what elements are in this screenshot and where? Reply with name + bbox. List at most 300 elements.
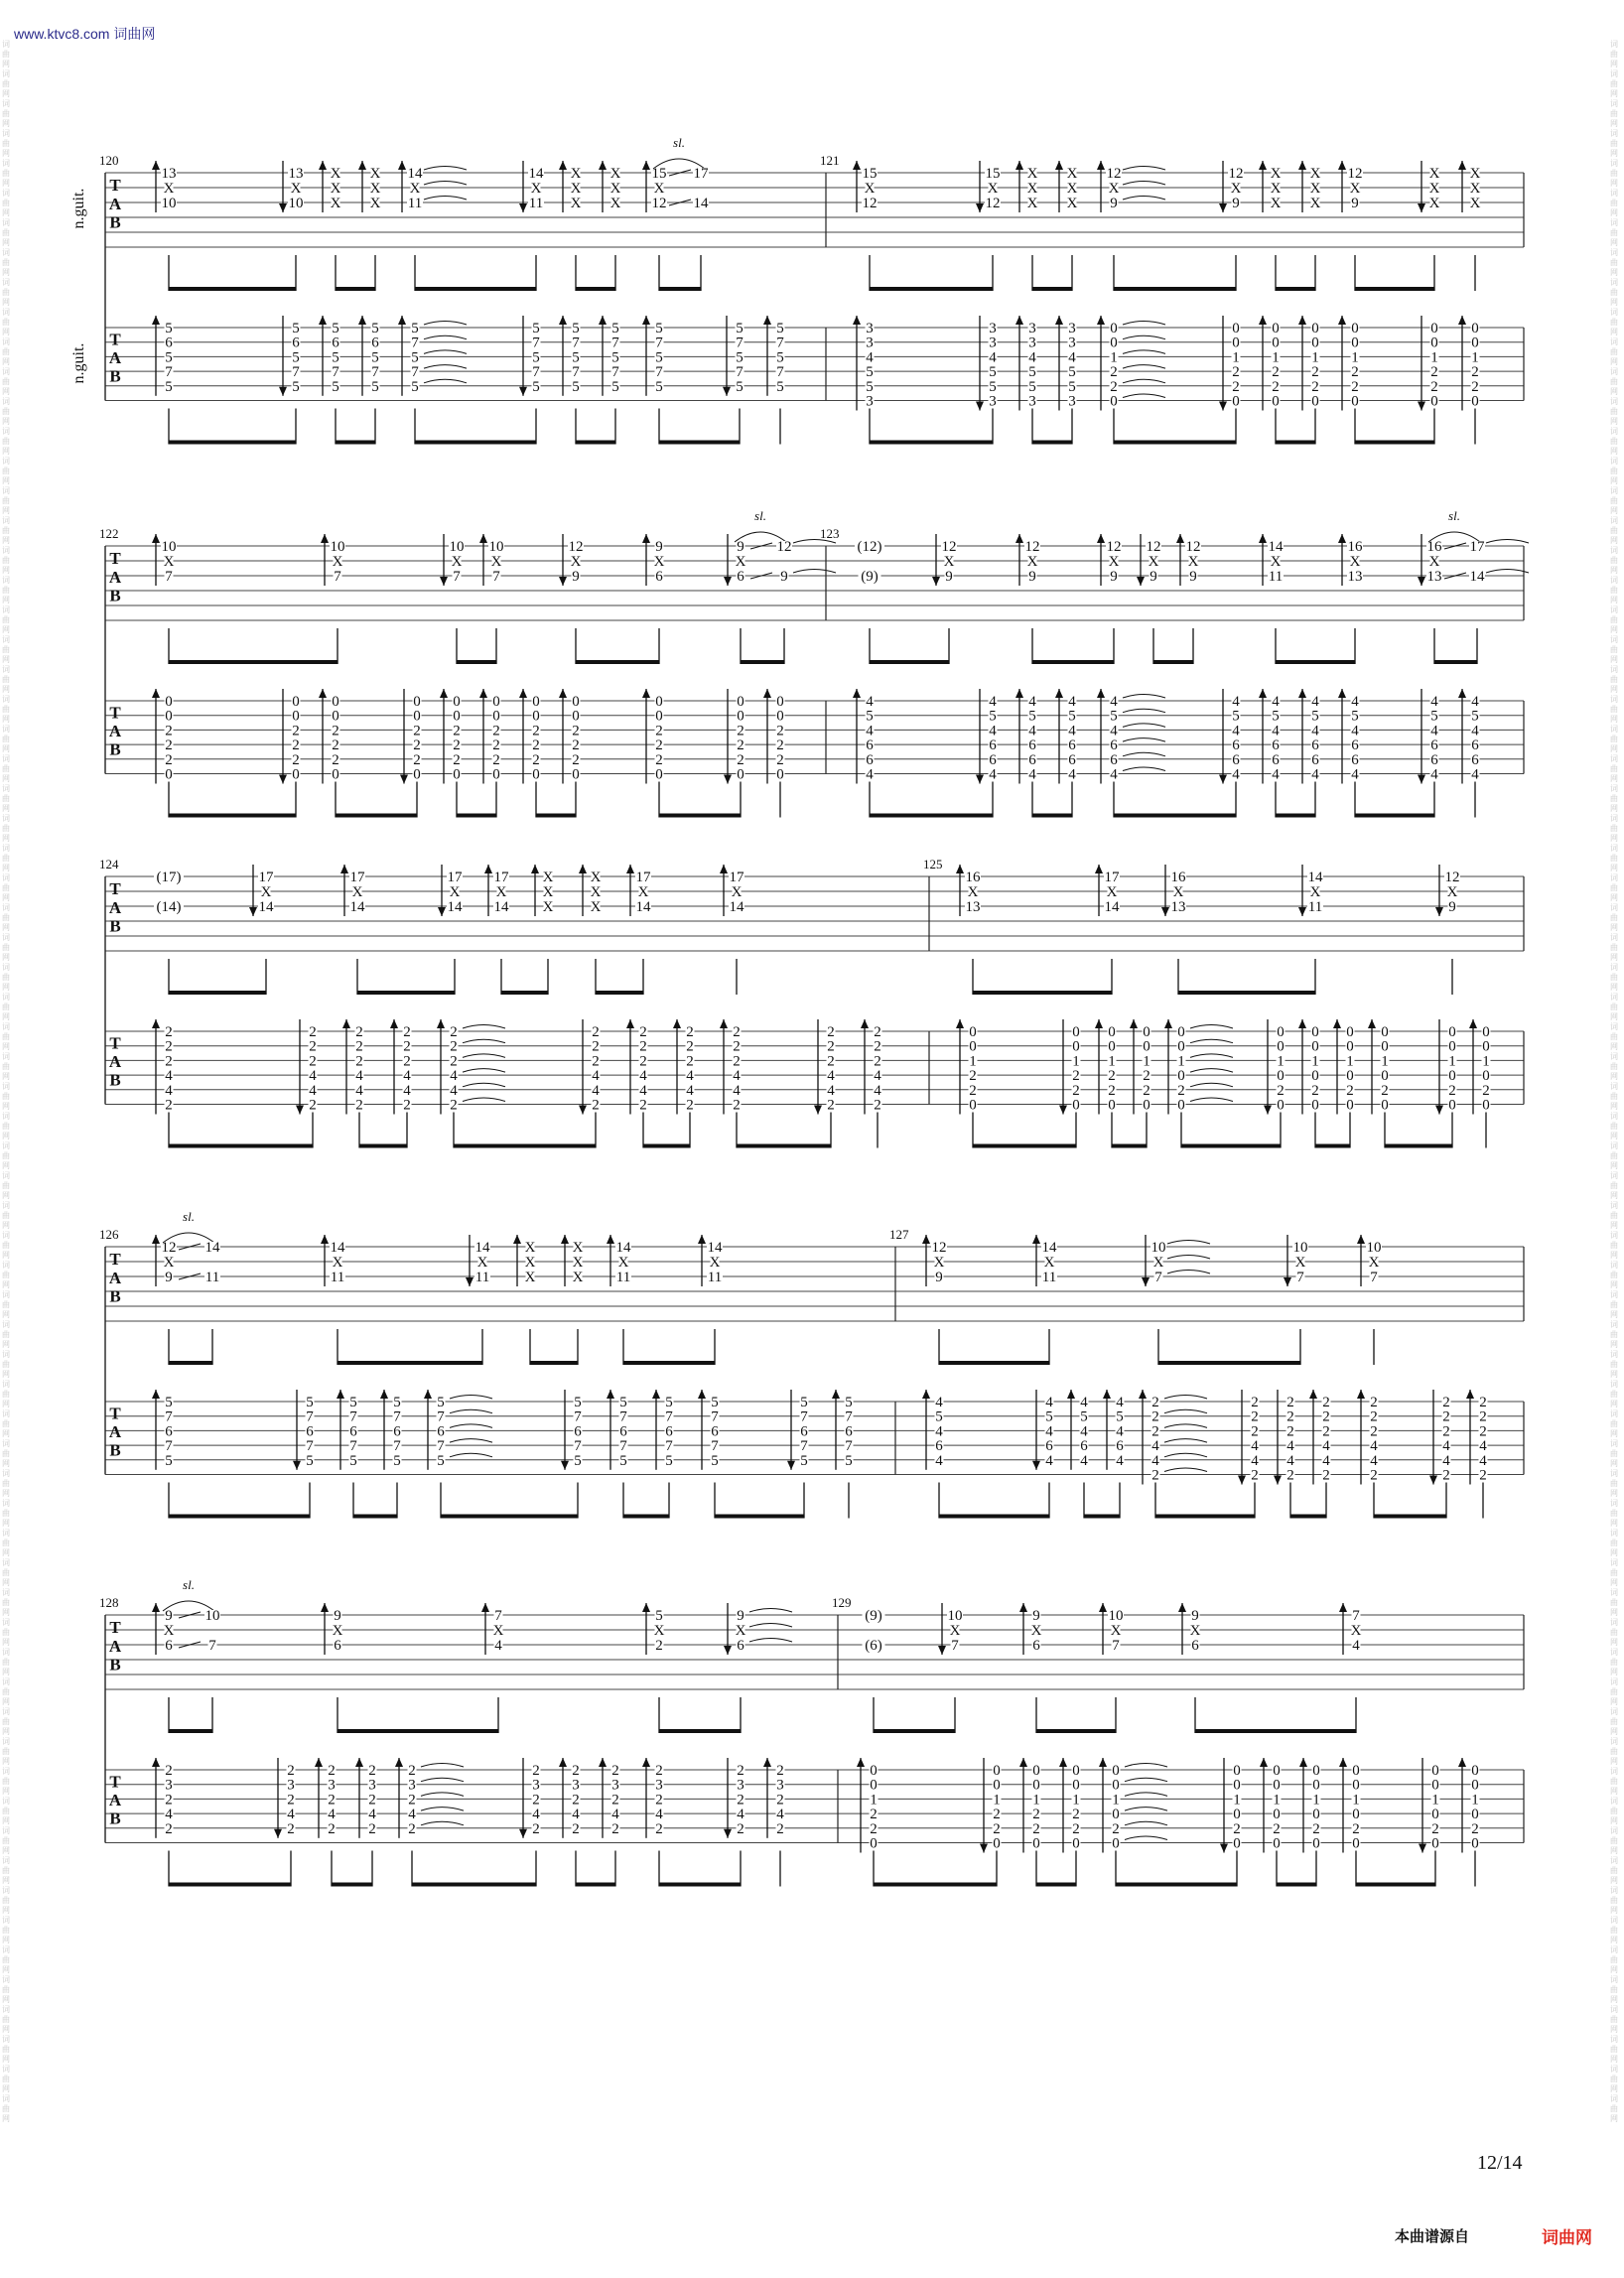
fret-number: 0: [969, 1038, 977, 1055]
strum-up-arrow: [1259, 161, 1267, 170]
fret-number: 7: [572, 364, 580, 381]
tie-arc: [424, 182, 467, 186]
fret-number: 2: [776, 1820, 784, 1837]
fret-number: 0: [1277, 1097, 1285, 1114]
strum-up-arrow: [152, 1235, 160, 1244]
rhythm-beam: [1356, 1883, 1435, 1887]
footer-logo[interactable]: 词曲网: [1542, 2228, 1592, 2248]
fret-number: 2: [1312, 1820, 1320, 1837]
fret-number: 7: [574, 1408, 582, 1425]
strum-up-arrow: [440, 689, 448, 698]
fret-number: (12): [857, 539, 882, 555]
fret-number: 2: [1110, 364, 1118, 381]
fret-number: 0: [1108, 1097, 1116, 1114]
fret-number: 4: [1028, 766, 1036, 783]
fret-number: 2: [827, 1097, 835, 1114]
muted-string-mark: X: [1148, 554, 1159, 570]
fret-number: 6: [1311, 751, 1319, 768]
fret-number: 10: [488, 539, 504, 555]
muted-string-mark: X: [735, 1623, 746, 1639]
strum-down-arrow: [1418, 775, 1425, 784]
fret-number: 2: [1232, 364, 1240, 381]
fret-number: 2: [309, 1053, 317, 1070]
fret-number: 0: [1143, 1024, 1150, 1040]
strum-up-arrow: [1015, 161, 1023, 170]
rhythm-beam: [1114, 441, 1236, 445]
strum-up-arrow: [559, 1758, 567, 1767]
tab-clef-letter: T: [109, 1618, 121, 1637]
fret-number: 4: [165, 1068, 173, 1085]
strum-up-arrow: [1097, 316, 1105, 325]
strum-up-arrow: [1298, 689, 1306, 698]
fret-number: 7: [611, 364, 619, 381]
fret-number: 2: [287, 1792, 295, 1809]
fret-number: 7: [208, 1638, 216, 1654]
fret-number: 2: [1311, 378, 1319, 395]
fret-number: 4: [639, 1068, 647, 1085]
fret-number: 0: [1351, 393, 1359, 410]
fret-number: 2: [1072, 1068, 1080, 1085]
strum-up-arrow: [561, 1235, 569, 1244]
rhythm-beam: [169, 1729, 212, 1733]
tie-arc: [424, 379, 467, 383]
muted-string-mark: X: [332, 554, 343, 570]
strum-down-arrow: [274, 1829, 282, 1838]
tab-clef-letter: T: [109, 549, 121, 568]
tie-arc: [463, 1054, 505, 1058]
muted-string-mark: X: [653, 181, 665, 197]
fret-number: 0: [1351, 335, 1359, 351]
fret-number: 5: [1068, 364, 1076, 381]
fret-number: 0: [969, 1097, 977, 1114]
fret-number: 0: [776, 766, 784, 783]
strum-up-arrow: [1357, 1390, 1365, 1399]
fret-number: 4: [1116, 1395, 1124, 1410]
fret-number: 0: [572, 694, 580, 710]
strum-up-arrow: [853, 161, 861, 170]
strum-down-arrow: [400, 775, 408, 784]
measure-number: 126: [99, 1227, 119, 1242]
fret-number: 4: [1232, 723, 1240, 739]
fret-number: 2: [611, 1763, 619, 1779]
fret-number: 0: [1471, 1835, 1479, 1852]
fret-number: 4: [1116, 1423, 1124, 1440]
fret-number: 3: [532, 1777, 540, 1794]
fret-number: 2: [1442, 1395, 1450, 1410]
fret-number: 6: [1032, 1638, 1040, 1654]
fret-number: 0: [492, 708, 500, 725]
fret-number: 11: [707, 1270, 723, 1285]
rhythm-beam: [973, 991, 1112, 995]
tie-arc: [450, 1396, 492, 1400]
strum-down-arrow: [466, 1277, 474, 1286]
fret-number: 4: [1370, 1452, 1378, 1469]
muted-string-mark: X: [1309, 166, 1321, 182]
rhythm-beam: [1277, 1883, 1316, 1887]
fret-number: 12: [1146, 539, 1161, 555]
fret-number: 2: [287, 1763, 295, 1779]
strum-down-arrow: [976, 402, 984, 411]
muted-string-mark: X: [476, 1255, 488, 1271]
strum-up-arrow: [398, 316, 406, 325]
muted-string-mark: X: [1446, 884, 1458, 900]
fret-number: 2: [165, 723, 173, 739]
fret-number: 16: [1347, 539, 1363, 555]
fret-number: 2: [1448, 1082, 1456, 1099]
fret-number: 2: [1072, 1082, 1080, 1099]
fret-number: 4: [355, 1082, 363, 1099]
fret-number: 0: [1430, 321, 1438, 336]
fret-number: 4: [165, 1807, 173, 1823]
rhythm-beam: [1355, 287, 1434, 291]
fret-number: 0: [1471, 1807, 1479, 1823]
strum-down-arrow: [440, 577, 448, 586]
fret-number: 5: [655, 349, 663, 366]
fret-number: 7: [349, 1408, 357, 1425]
tie-arc: [1125, 1793, 1167, 1797]
fret-number: 3: [1028, 335, 1036, 351]
fret-number: 2: [870, 1820, 878, 1837]
strum-up-arrow: [152, 534, 160, 543]
fret-number: 4: [1232, 694, 1240, 710]
fret-number: 2: [874, 1053, 881, 1070]
fret-number: 5: [332, 321, 339, 336]
tie-arc: [450, 1439, 492, 1443]
fret-number: 6: [619, 1423, 627, 1440]
fret-number: 0: [492, 694, 500, 710]
fret-number: 1: [1110, 349, 1118, 366]
fret-number: 2: [733, 1053, 741, 1070]
fret-number: 4: [989, 766, 997, 783]
strum-up-arrow: [1178, 1603, 1186, 1612]
fret-number: 0: [1177, 1024, 1185, 1040]
fret-number: 0: [1143, 1097, 1150, 1114]
rhythm-beam: [1032, 660, 1114, 664]
fret-number: 0: [1471, 335, 1479, 351]
fret-number: 0: [1431, 1777, 1439, 1794]
fret-number: 7: [1154, 1270, 1162, 1285]
fret-number: 0: [1482, 1068, 1490, 1085]
fret-number: 2: [655, 1792, 663, 1809]
fret-number: 4: [1442, 1438, 1450, 1455]
muted-string-mark: X: [1270, 181, 1282, 197]
muted-string-mark: X: [542, 884, 554, 900]
muted-string-mark: X: [330, 166, 341, 182]
rhythm-beam: [1276, 814, 1315, 818]
rhythm-beam: [576, 1883, 615, 1887]
fret-number: 0: [1277, 1068, 1285, 1085]
slide-label: sl.: [1448, 508, 1460, 523]
fret-number: 0: [492, 766, 500, 783]
fret-number: 4: [1045, 1423, 1053, 1440]
fret-number: 14: [1469, 569, 1485, 585]
fret-number: 5: [1110, 708, 1118, 725]
fret-number: 0: [165, 694, 173, 710]
tie-arc: [1190, 1025, 1233, 1029]
strum-up-arrow: [1259, 689, 1267, 698]
rhythm-beam: [623, 1515, 669, 1519]
strum-up-arrow: [642, 1758, 650, 1767]
tab-clef-letter: B: [109, 586, 121, 605]
strum-up-arrow: [1299, 1758, 1307, 1767]
muted-string-mark: X: [351, 884, 363, 900]
tie-arc: [463, 1098, 505, 1102]
rhythm-beam: [659, 287, 701, 291]
fret-number: 13: [1426, 569, 1442, 585]
strum-up-arrow: [1458, 316, 1466, 325]
fret-number: 9: [780, 569, 788, 585]
fret-number: 5: [332, 378, 339, 395]
tie-arc: [424, 365, 467, 369]
fret-number: 10: [161, 196, 177, 211]
tie-arc: [421, 1821, 464, 1825]
page-number: 12/14: [1477, 2152, 1523, 2174]
muted-string-mark: X: [1428, 196, 1440, 211]
fret-number: 0: [1311, 1068, 1319, 1085]
strum-up-arrow: [1097, 161, 1105, 170]
fret-number: 0: [1272, 321, 1280, 336]
strum-down-arrow: [1298, 907, 1306, 916]
strum-up-arrow: [479, 534, 487, 543]
fret-number: 2: [686, 1038, 694, 1055]
muted-string-mark: X: [735, 554, 746, 570]
fret-number: 2: [737, 723, 744, 739]
muted-string-mark: X: [570, 554, 582, 570]
fret-number: 2: [737, 751, 744, 768]
fret-number: 2: [1251, 1467, 1259, 1484]
fret-number: 2: [1479, 1408, 1487, 1425]
fret-number: 0: [1273, 1777, 1281, 1794]
fret-number: 0: [572, 708, 580, 725]
tab-clef-letter: B: [109, 739, 121, 759]
muted-string-mark: X: [987, 181, 999, 197]
fret-number: 0: [1108, 1038, 1116, 1055]
fret-number: 4: [1068, 723, 1076, 739]
tie-arc: [1123, 335, 1165, 339]
fret-number: 1: [1312, 1792, 1320, 1809]
fret-number: 6: [866, 751, 874, 768]
fret-number: 0: [1381, 1038, 1389, 1055]
rhythm-beam: [1276, 660, 1355, 664]
fret-number: 1: [969, 1053, 977, 1070]
fret-number: 14: [707, 1240, 723, 1256]
fret-number: 0: [993, 1777, 1001, 1794]
fret-number: 4: [1370, 1438, 1378, 1455]
rhythm-beam: [338, 1729, 498, 1733]
fret-number: 2: [1072, 1820, 1080, 1837]
fret-number: 2: [165, 1038, 173, 1055]
rhythm-beam: [596, 991, 643, 995]
fret-number: 6: [332, 335, 339, 351]
fret-number: 10: [947, 1608, 963, 1624]
strum-down-arrow: [1418, 402, 1425, 411]
fret-number: 6: [665, 1423, 673, 1440]
tie-arc: [1167, 1256, 1210, 1260]
tab-clef-letter: A: [108, 897, 122, 917]
fret-number: 7: [494, 1608, 502, 1624]
muted-string-mark: X: [1349, 181, 1361, 197]
instrument-label: n.guit.: [70, 342, 87, 384]
muted-string-mark: X: [1152, 1255, 1164, 1271]
fret-number: 0: [1431, 1807, 1439, 1823]
rhythm-beam: [939, 1361, 1049, 1365]
fret-number: 4: [1471, 766, 1479, 783]
fret-number: 2: [450, 1038, 458, 1055]
strum-up-arrow: [1015, 316, 1023, 325]
fret-number: 0: [1430, 335, 1438, 351]
fret-number: 1: [1431, 1792, 1439, 1809]
fret-number: 6: [655, 569, 663, 585]
fret-number: 1: [1177, 1053, 1185, 1070]
rhythm-beam: [715, 1515, 804, 1519]
fret-number: 2: [686, 1097, 694, 1114]
fret-number: 9: [1110, 196, 1118, 211]
fret-number: 0: [1346, 1024, 1354, 1040]
fret-number: 4: [1068, 766, 1076, 783]
rhythm-beam: [353, 1515, 397, 1519]
fret-number: 0: [1072, 1024, 1080, 1040]
fret-number: 1: [870, 1792, 878, 1809]
strum-down-arrow: [1419, 1844, 1426, 1853]
fret-number: 12: [776, 539, 792, 555]
rhythm-beam: [1158, 1361, 1300, 1365]
fret-number: 2: [592, 1038, 600, 1055]
muted-string-mark: X: [1294, 1255, 1306, 1271]
strum-up-arrow: [720, 865, 728, 873]
fret-number: 0: [453, 694, 461, 710]
fret-number: 5: [1068, 378, 1076, 395]
fret-number: 2: [1322, 1467, 1330, 1484]
tie-arc: [424, 197, 467, 201]
fret-number: 5: [371, 321, 379, 336]
tie-arc: [463, 1069, 505, 1073]
muted-string-mark: X: [1108, 181, 1120, 197]
muted-string-mark: X: [943, 554, 955, 570]
fret-number: 5: [736, 349, 744, 366]
fret-number: 6: [1028, 737, 1036, 754]
fret-number: 6: [165, 1423, 173, 1440]
fret-number: 1: [1311, 349, 1319, 366]
fret-number: 7: [165, 1408, 173, 1425]
fret-number: 14: [1307, 870, 1323, 885]
fret-number: 4: [309, 1068, 317, 1085]
tie-arc: [421, 1808, 464, 1811]
fret-number: 1: [1112, 1792, 1120, 1809]
fret-number: 6: [1110, 751, 1118, 768]
fret-number: 2: [532, 1820, 540, 1837]
strum-up-arrow: [642, 534, 650, 543]
fret-number: 0: [969, 1024, 977, 1040]
muted-string-mark: X: [1349, 554, 1361, 570]
rhythm-beam: [1385, 1144, 1452, 1148]
rhythm-beam: [973, 1144, 1076, 1148]
fret-number: 9: [165, 1270, 173, 1285]
fret-number: 2: [969, 1068, 977, 1085]
header-link[interactable]: www.ktvc8.com 词曲网: [14, 26, 156, 42]
fret-number: 2: [1032, 1820, 1040, 1837]
fret-number: 17: [349, 870, 365, 885]
muted-string-mark: X: [590, 899, 602, 915]
fret-number: 0: [1112, 1807, 1120, 1823]
fret-number: 4: [1351, 766, 1359, 783]
tie-arc: [1123, 709, 1165, 713]
fret-number: 2: [532, 723, 540, 739]
fret-number: 2: [1431, 1820, 1439, 1837]
strum-up-arrow: [626, 865, 634, 873]
tie-arc: [1164, 1396, 1207, 1400]
fret-number: 7: [437, 1438, 445, 1455]
fret-number: 4: [776, 1807, 784, 1823]
fret-number: 4: [1430, 723, 1438, 739]
fret-number: 5: [349, 1395, 357, 1410]
fret-number: 5: [332, 349, 339, 366]
fret-number: 0: [1072, 1777, 1080, 1794]
fret-number: 0: [292, 708, 300, 725]
strum-up-arrow: [1055, 316, 1063, 325]
fret-number: 0: [1232, 321, 1240, 336]
fret-number: 4: [403, 1068, 411, 1085]
muted-string-mark: X: [1428, 166, 1440, 182]
fret-number: 2: [1442, 1408, 1450, 1425]
strum-up-arrow: [1469, 1019, 1477, 1028]
fret-number: 2: [165, 1820, 173, 1837]
fret-number: 4: [1080, 1452, 1088, 1469]
fret-number: 4: [639, 1082, 647, 1099]
fret-number: 7: [453, 569, 461, 585]
fret-number: 0: [1381, 1068, 1389, 1085]
fret-number: 2: [733, 1024, 741, 1040]
fret-number: 12: [651, 196, 667, 211]
fret-number: 5: [306, 1452, 314, 1469]
rhythm-beam: [332, 1883, 372, 1887]
fret-number: 7: [165, 364, 173, 381]
tie-arc: [450, 1453, 492, 1457]
fret-number: 0: [1312, 1777, 1320, 1794]
strum-down-arrow: [296, 1106, 304, 1115]
fret-number: 3: [611, 1777, 619, 1794]
fret-number: 4: [1272, 723, 1280, 739]
fret-number: 6: [989, 737, 997, 754]
fret-number: 2: [1112, 1820, 1120, 1837]
rhythm-beam: [1114, 814, 1236, 818]
strum-up-arrow: [1298, 1019, 1306, 1028]
fret-number: 6: [437, 1423, 445, 1440]
fret-number: 2: [827, 1024, 835, 1040]
fret-number: 3: [328, 1777, 336, 1794]
fret-number: 2: [655, 1820, 663, 1837]
strum-up-arrow: [1099, 1603, 1107, 1612]
fret-number: 0: [1482, 1097, 1490, 1114]
strum-up-arrow: [832, 1390, 840, 1399]
rhythm-beam: [1276, 441, 1315, 445]
rhythm-beam: [169, 1515, 310, 1519]
fret-number: 4: [733, 1068, 741, 1085]
tie-arc: [1123, 182, 1165, 186]
fret-number: 2: [1286, 1395, 1294, 1410]
strum-up-arrow: [319, 689, 327, 698]
strum-up-arrow: [607, 1235, 614, 1244]
fret-number: 4: [1251, 1452, 1259, 1469]
muted-string-mark: X: [1309, 884, 1321, 900]
fret-number: 2: [592, 1024, 600, 1040]
strum-down-arrow: [1435, 907, 1443, 916]
fret-number: 10: [1150, 1240, 1166, 1256]
fret-number: 11: [330, 1270, 345, 1285]
strum-down-arrow: [249, 907, 257, 916]
fret-number: 7: [411, 335, 419, 351]
strum-down-arrow: [980, 1844, 988, 1853]
fret-number: 2: [1151, 1467, 1159, 1484]
